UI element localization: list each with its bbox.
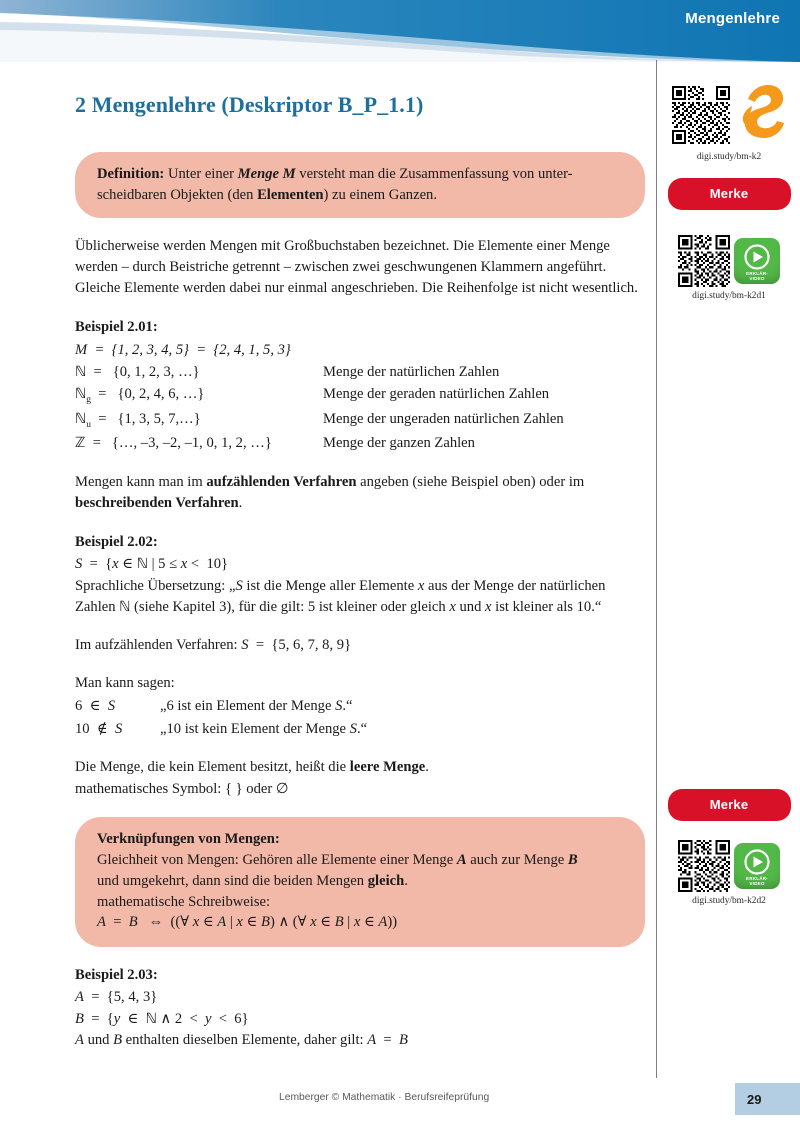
sidebar-block-merke-1 (663, 178, 795, 210)
sidebar-block-merke-2 (663, 789, 795, 821)
membership-lead: Man kann sagen: (75, 675, 175, 692)
verknuepfungen-line3: mathematische Schreibweise: (97, 893, 271, 910)
example-203-line-a: A = {5, 4, 3} (75, 988, 158, 1005)
qr-code-icon[interactable] (672, 86, 730, 144)
definition-callout (75, 152, 645, 218)
membership-desc: „10 ist kein Element der Menge S.“ (160, 720, 368, 737)
example-201-row (75, 339, 645, 361)
membership-row (75, 718, 645, 740)
example-201-expr: M = {1, 2, 3, 4, 5} = {2, 4, 1, 5, 3} (75, 341, 291, 358)
verknuepfungen-heading-text: Verknüpfungen von Mengen: (97, 831, 280, 848)
page-number-badge: 29 (735, 1083, 800, 1115)
example-203-line-c: A und B enthalten dieselben Elemente, daher gilt: A = B (75, 1032, 408, 1049)
page-title: 2 Mengenlehre (Deskriptor B_P_1.1) (75, 92, 424, 117)
empty-set-term: leere Menge (349, 758, 426, 775)
empty-set-line1 (75, 757, 645, 779)
intro-paragraph: Üblicherweise werden Mengen mit Großbuchstaben bezeichnet. Die Elemente einer Menge werden – durch Beistriche getrennt – zwischen zwei geschwungenen Klammern angeführt. Gleiche Elemente werden dabei nur einmal angeschrieben. Die Reihenfolge ist nicht wesentlich. (75, 238, 638, 297)
membership-row (75, 695, 645, 717)
definition-term-menge-m: Menge M (237, 166, 296, 182)
erklaervideo-label (734, 271, 780, 281)
definition-line2-a: scheidbaren Objekten (den (97, 186, 258, 203)
definition-term-elementen: Elementen (257, 186, 324, 203)
erklaervideo-tile[interactable] (734, 843, 780, 889)
header-wave-graphic (0, 0, 800, 62)
empty-set-text-c: . (425, 758, 429, 775)
definition-line1-a: Unter einer (164, 166, 238, 182)
example-203-line-b: B = {y ∈ ℕ ∧ 2 < y < 6} (75, 1010, 249, 1027)
example-201-row (75, 432, 645, 454)
example-202-label: Beispiel 2.02: (75, 534, 158, 551)
membership-expr: 10 ∉ S (75, 720, 123, 737)
squirrel-logo-icon (734, 82, 786, 148)
qr-code-icon[interactable] (678, 840, 730, 892)
example-201-expr: ℕ$_g$ = {0, 2, 4, 6, …} (75, 386, 205, 406)
membership-expr: 6 ∈ S (75, 698, 115, 715)
example-202-set-definition: S = {x ∈ ℕ | 5 ≤ x < 10} (75, 555, 229, 572)
erklaervideo-label-line1: ERKLÄR- (745, 270, 769, 276)
example-201-row (75, 361, 645, 383)
example-201-expr: ℕ = {0, 1, 2, 3, …} (75, 364, 200, 381)
empty-set-text-a: Die Menge, die kein Element besitzt, heißt die (75, 758, 350, 775)
verfahren-text-e: . (238, 495, 243, 512)
empty-set-line2: mathematisches Symbol: { } oder ∅ (75, 780, 289, 797)
qr-caption: digi.study/bm-k2d1 (692, 291, 766, 301)
example-201-desc: Menge der ganzen Zahlen (323, 434, 475, 451)
erklaervideo-label-line1: ERKLÄR- (745, 875, 769, 881)
sidebar-block-qr-logo (663, 82, 795, 162)
merke-badge[interactable]: Merke (668, 789, 791, 821)
verknuepfungen-text-d: und umgekehrt, dann sind die beiden Mengen (97, 872, 368, 889)
verknuepfungen-set-a: A (456, 852, 467, 869)
example-201-desc: Menge der natürlichen Zahlen (323, 364, 500, 381)
page-header (0, 0, 800, 62)
sidebar-block-qr-video-1 (663, 235, 795, 301)
example-201-expr: ℤ = {…, –3, –2, –1, 0, 1, 2, …} (75, 434, 272, 451)
definition-label: Definition: (97, 166, 165, 182)
membership-desc: „6 ist ein Element der Menge S.“ (160, 698, 353, 715)
erklaervideo-label-line2: VIDEO (749, 880, 765, 886)
example-201-row (75, 408, 645, 432)
footer-imprint: Lemberger © Mathematik · Berufsreifeprüfung (279, 1092, 490, 1103)
example-201-desc: Menge der ungeraden natürlichen Zahlen (323, 410, 564, 427)
verknuepfungen-line2 (97, 871, 623, 892)
verknuepfungen-formula: A = B ⇔ ((∀ x ∈ A | x ∈ B) ∧ (∀ x ∈ B | x ∈ A)) (97, 914, 398, 931)
verknuepfungen-term-gleich: gleich (367, 872, 405, 889)
main-content (75, 92, 645, 1052)
example-201-row (75, 383, 645, 407)
erklaervideo-tile[interactable] (734, 238, 780, 284)
example-202-translation: Sprachliche Übersetzung: „S ist die Menge aller Elemente x aus der Menge der natürlichen Zahlen ℕ (siehe Kapitel 3), für die gilt: 5 ist kleiner oder gleich x und x ist kleiner als 10.“ (75, 577, 606, 615)
qr-caption: digi.study/bm-k2d2 (692, 896, 766, 906)
definition-text (97, 164, 623, 205)
qr-caption: digi.study/bm-k2 (696, 152, 762, 162)
definition-line1-c: versteht man die Zusammenfassung von unter- (295, 166, 573, 182)
verknuepfungen-line1 (97, 850, 623, 871)
verknuepfungen-text-c: auch zur Menge (466, 852, 568, 869)
verfahren-term-aufzaehlend: aufzählenden Verfahren (206, 474, 357, 491)
merke-badge[interactable]: Merke (668, 178, 791, 210)
resource-sidebar (663, 82, 795, 906)
verknuepfungen-heading (97, 829, 623, 850)
running-header-title: Mengenlehre (685, 10, 780, 27)
verfahren-term-beschreibend: beschreibenden Verfahren (75, 495, 239, 512)
example-201-desc: Menge der geraden natürlichen Zahlen (323, 386, 550, 403)
verfahren-text-a: Mengen kann man im (75, 474, 207, 491)
sidebar-block-qr-video-2 (663, 840, 795, 906)
verknuepfungen-text-e: . (404, 872, 408, 889)
verknuepfungen-set-b: B (567, 852, 578, 869)
qr-code-icon[interactable] (678, 235, 730, 287)
example-203-label: Beispiel 2.03: (75, 967, 158, 984)
squirrel-s-icon (734, 82, 786, 140)
verfahren-paragraph (75, 472, 645, 514)
example-201-label: Beispiel 2.01: (75, 319, 158, 336)
verknuepfungen-callout (75, 817, 645, 947)
verknuepfungen-text-a: Gleichheit von Mengen: Gehören alle Elemente einer Menge (97, 852, 457, 869)
example-202-enumerated: Im aufzählenden Verfahren: S = {5, 6, 7, 8, 9} (75, 636, 352, 653)
example-201-expr: ℕ$_u$ = {1, 3, 5, 7,…} (75, 410, 201, 430)
sidebar-divider (656, 60, 657, 1078)
erklaervideo-label (734, 876, 780, 886)
erklaervideo-label-line2: VIDEO (749, 275, 765, 281)
verfahren-text-c: angeben (siehe Beispiel oben) oder im (356, 474, 585, 491)
definition-line2-c: ) zu einem Ganzen. (323, 186, 437, 203)
